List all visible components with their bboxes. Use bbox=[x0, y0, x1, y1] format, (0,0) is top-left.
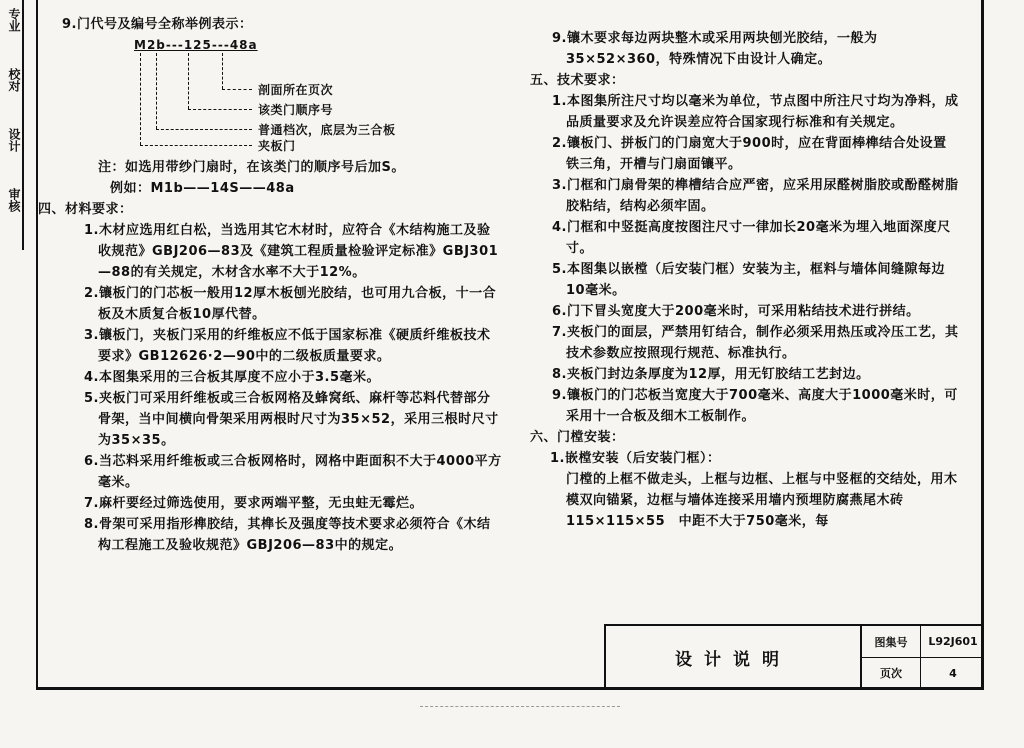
material-item: 7.麻杆要经过筛选使用，要求两端平整，无虫蛀无霉烂。 bbox=[84, 496, 423, 511]
leader-line bbox=[222, 53, 223, 89]
material-item: 1.木材应选用红白松，当选用其它木材时，应符合《木结构施工及验收规范》GBJ206—83及《建筑工程质量检验评定标准》GBJ301—88的有关规定，木材含水率不大于12%。 bbox=[84, 223, 499, 280]
leader-line bbox=[188, 53, 189, 109]
label-grade: 普通档次，底层为三合板 bbox=[258, 123, 396, 137]
section-6-title: 六、门樘安装： bbox=[530, 430, 625, 445]
material-item: 5.夹板门可采用纤维板或三合板网格及蜂窝纸、麻杆等芯料代替部分骨架，当中间横向骨架采用两根时尺寸为35×52，采用三根时尺寸为35×35。 bbox=[84, 391, 499, 448]
example-text: 例如：M1b——14S——48a bbox=[110, 181, 295, 196]
binding-mark: 设计 bbox=[7, 128, 21, 152]
leader-line bbox=[188, 109, 252, 110]
leader-line bbox=[222, 89, 252, 90]
title-block bbox=[604, 624, 984, 690]
leader-line bbox=[140, 145, 252, 146]
label-door-type: 夹板门 bbox=[258, 139, 296, 153]
install-text: 门樘的上框不做走头，上框与边框、上框与中竖框的交结处，用木模双向锚紧，边框与墙体连接采用墙内预埋防腐燕尾木砖115×115×55 中距不大于750毫米，每 bbox=[566, 472, 958, 529]
left-column bbox=[38, 14, 502, 556]
note-text: 注：如选用带纱门扇时，在该类门的顺序号后加S。 bbox=[98, 160, 405, 175]
tech-item: 4.门框和中竖挺高度按图注尺寸一律加长20毫米为埋入地面深度尺寸。 bbox=[552, 220, 951, 256]
atlas-number-label: 图集号 bbox=[874, 635, 908, 649]
binding-mark: 校对 bbox=[7, 68, 21, 92]
tech-item: 7.夹板门的面层，严禁用钉结合，制作必须采用热压或冷压工艺，其技术参数应按照现行规范、标准执行。 bbox=[552, 325, 959, 361]
binding-mark: 专业 bbox=[7, 8, 21, 32]
door-code-diagram bbox=[134, 35, 502, 153]
tech-item: 6.门下冒头宽度大于200毫米时，可采用粘结技术进行拼结。 bbox=[552, 304, 920, 319]
material-item: 4.本图集采用的三合板其厚度不应小于3.5毫米。 bbox=[84, 370, 381, 385]
tech-item: 9.镶板门的门芯板当宽度大于700毫米、高度大于1000毫米时，可采用十一合板及细木工板制作。 bbox=[552, 388, 958, 424]
tech-item: 5.本图集以嵌樘（后安装门框）安装为主，框料与墙体间缝隙每边10毫米。 bbox=[552, 262, 945, 298]
material-item: 8.骨架可采用指形榫胶结，其榫长及强度等技术要求必须符合《木结构工程施工及验收规范》GBJ206—83中的规定。 bbox=[84, 517, 491, 553]
label-sequence: 该类门顺序号 bbox=[258, 103, 334, 117]
atlas-number-value: L92J601 bbox=[928, 635, 978, 648]
tech-item: 3.门框和门扇骨架的榫槽结合应严密，应采用尿醛树脂胶或酚醛树脂胶粘结，结构必须牢固。 bbox=[552, 178, 959, 214]
leader-line bbox=[156, 129, 252, 130]
leader-line bbox=[156, 53, 157, 129]
section-5-title: 五、技术要求： bbox=[530, 73, 625, 88]
right-column bbox=[530, 28, 960, 532]
tech-item: 2.镶板门、拼板门的门扇宽大于900时，应在背面棒榫结合处设置铁三角，开槽与门扇面镶平。 bbox=[552, 136, 947, 172]
material-item: 3.镶板门，夹板门采用的纤维板应不低于国家标准《硬质纤维板技术要求》GB12626·2—90中的二级板质量要求。 bbox=[84, 328, 491, 364]
leader-line bbox=[140, 53, 141, 145]
material-item: 2.镶板门的门芯板一般用12厚木板刨光胶结，也可用九合板，十一合板及木质复合板10厚代替。 bbox=[84, 286, 497, 322]
page-label: 页次 bbox=[880, 667, 902, 680]
label-section-page: 剖面所在页次 bbox=[258, 83, 334, 97]
page-number: 4 bbox=[949, 666, 957, 680]
section-9-title: 9.门代号及编号全称举例表示： bbox=[62, 17, 253, 32]
scan-artifact-line bbox=[420, 706, 620, 707]
install-subtitle: 1.嵌樘安装（后安装门框）： bbox=[550, 451, 721, 466]
tech-item: 1.本图集所注尺寸均以毫米为单位，节点图中所注尺寸均为净料，成品质量要求及允许误差应符合国家现行标准和有关规定。 bbox=[552, 94, 959, 130]
door-code: M2b---125---48a bbox=[134, 38, 258, 52]
material-item-9: 9.镶木要求每边两块整木或采用两块刨光胶结，一般为35×52×360，特殊情况下由设计人确定。 bbox=[552, 31, 878, 67]
sheet-title: 设计说明 bbox=[606, 626, 862, 688]
binding-mark: 审核 bbox=[7, 188, 21, 212]
tech-item: 8.夹板门封边条厚度为12厚，用无钉胶结工艺封边。 bbox=[552, 367, 870, 382]
section-4-title: 四、材料要求： bbox=[38, 202, 133, 217]
material-item: 6.当芯料采用纤维板或三合板网格时，网格中距面积不大于4000平方毫米。 bbox=[84, 454, 502, 490]
binding-line bbox=[22, 0, 24, 250]
binding-margin bbox=[0, 0, 36, 250]
